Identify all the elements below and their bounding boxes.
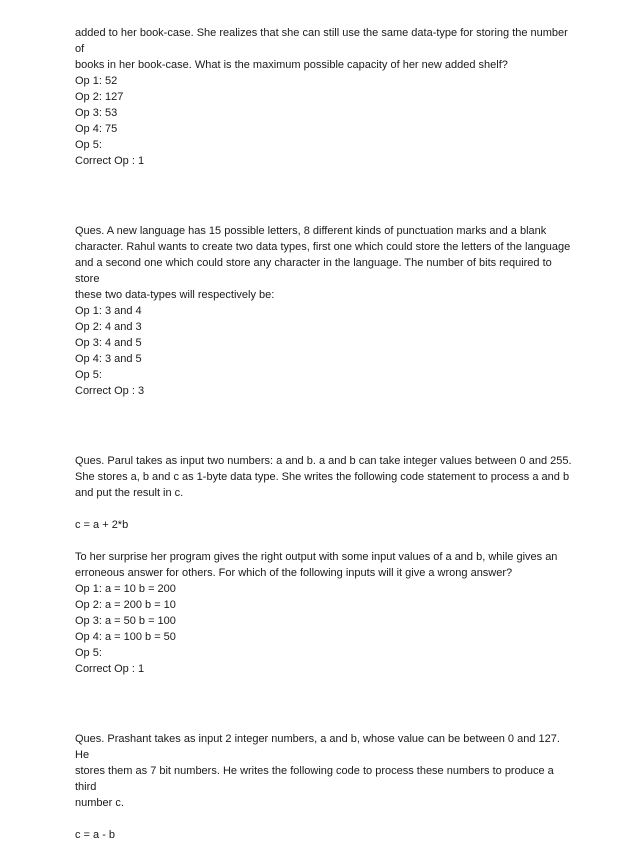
question-text-line: Ques. Parul takes as input two numbers: a and b. a and b can take integer values between 0 and 255. [75,455,572,467]
spacer [75,533,575,549]
code-statement: c = a + 2*b [75,519,129,531]
question-text-line: these two data-types will respectively be: [75,289,275,301]
question-block-1 [75,25,575,169]
option-2: Op 2: a = 200 b = 10 [75,599,176,611]
option-3: Op 3: 53 [75,107,118,119]
option-3: Op 3: a = 50 b = 100 [75,615,176,627]
document-page [75,25,575,843]
correct-option: Correct Op : 1 [75,663,145,675]
option-5: Op 5: [75,139,102,151]
spacer [75,169,575,223]
correct-option: Correct Op : 3 [75,385,145,397]
code-statement: c = a - b [75,829,116,841]
spacer [75,501,575,517]
question-text-line: added to her book-case. She realizes that she can still use the same data-type for storing the number of [75,27,571,55]
option-5: Op 5: [75,647,102,659]
question-text-line: number c. [75,797,124,809]
question-text-line: character. Rahul wants to create two data types, first one which could store the letters of the language [75,241,571,253]
spacer [75,811,575,827]
option-4: Op 4: 75 [75,123,118,135]
question-text-line: To her surprise her program gives the right output with some input values of a and b, while gives an [75,551,558,563]
question-block-4 [75,731,575,843]
correct-option: Correct Op : 1 [75,155,145,167]
spacer [75,677,575,731]
question-text-line: She stores a, b and c as 1-byte data type. She writes the following code statement to process a and b [75,471,570,483]
option-1: Op 1: 52 [75,75,118,87]
option-2: Op 2: 127 [75,91,124,103]
option-3: Op 3: 4 and 5 [75,337,142,349]
question-text-line: and a second one which could store any character in the language. The number of bits required to store [75,257,555,285]
option-2: Op 2: 4 and 3 [75,321,142,333]
question-text-line: Ques. Prashant takes as input 2 integer numbers, a and b, whose value can be between 0 and 127. He [75,733,563,761]
question-text-line: stores them as 7 bit numbers. He writes the following code to process these numbers to produce a third [75,765,557,793]
question-text-line: erroneous answer for others. For which of the following inputs will it give a wrong answer? [75,567,513,579]
spacer [75,399,575,453]
question-text-line: books in her book-case. What is the maximum possible capacity of her new added shelf? [75,59,508,71]
option-4: Op 4: 3 and 5 [75,353,142,365]
option-1: Op 1: 3 and 4 [75,305,142,317]
question-text-line: and put the result in c. [75,487,184,499]
question-block-2 [75,223,575,399]
question-block-3 [75,453,575,677]
option-5: Op 5: [75,369,102,381]
option-4: Op 4: a = 100 b = 50 [75,631,176,643]
option-1: Op 1: a = 10 b = 200 [75,583,176,595]
question-text-line: Ques. A new language has 15 possible letters, 8 different kinds of punctuation marks and a blank [75,225,547,237]
